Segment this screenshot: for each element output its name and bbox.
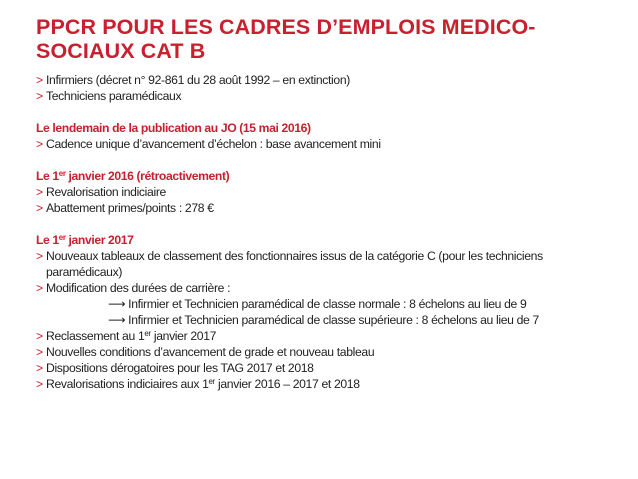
bullet-marker: > (36, 89, 43, 103)
list-item-text: Reclassement au 1er janvier 2017 (46, 329, 217, 343)
title-line-1: PPCR POUR LES CADRES D’EMPLOIS MEDICO- (36, 15, 536, 39)
title-line-2: SOCIAUX CAT B (36, 39, 206, 63)
list-item-text: Nouveaux tableaux de classement des fonctionnaires issus de la catégorie C (pour les techniciens (46, 249, 543, 263)
list-item (36, 328, 606, 344)
list-item (36, 360, 606, 376)
list-item-text: Dispositions dérogatoires pour les TAG 2017 et 2018 (46, 361, 314, 375)
list-item-text: Infirmiers (décret n° 92-861 du 28 août 1992 – en extinction) (46, 73, 350, 87)
sub-item-text: Infirmier et Technicien paramédical de classe supérieure : 8 échelons au lieu de 7 (125, 313, 539, 327)
sub-item (36, 312, 606, 328)
bullet-marker: > (36, 345, 43, 359)
list-item (36, 72, 606, 88)
list-item (36, 184, 606, 200)
section-heading-jan-2017: Le 1er janvier 2017 (36, 233, 134, 247)
bullet-marker: > (36, 281, 43, 295)
sub-item-text: Infirmier et Technicien paramédical de classe normale : 8 échelons au lieu de 9 (125, 297, 527, 311)
list-item-text: Modification des durées de carrière : (46, 281, 231, 295)
slide-content (36, 72, 606, 392)
bullet-marker: > (36, 185, 43, 199)
list-item (36, 280, 606, 296)
sub-item (36, 296, 606, 312)
bullet-marker: > (36, 329, 43, 343)
bullet-marker: > (36, 201, 43, 215)
list-item-text: Techniciens paramédicaux (46, 89, 182, 103)
bullet-marker: > (36, 377, 43, 391)
list-item (36, 344, 606, 360)
section-heading-may-2016: Le lendemain de la publication au JO (15 mai 2016) (36, 121, 311, 135)
list-item-text-continued: paramédicaux) (46, 265, 123, 279)
arrow-right-icon: ⟶ (108, 297, 126, 311)
bullet-marker: > (36, 249, 43, 263)
list-item (36, 136, 606, 152)
arrow-right-icon: ⟶ (108, 313, 126, 327)
list-item (36, 376, 606, 392)
bullet-marker: > (36, 73, 43, 87)
page-title (36, 15, 616, 63)
section-heading-jan-2016: Le 1er janvier 2016 (rétroactivement) (36, 169, 230, 183)
list-item-text: Revalorisation indiciaire (46, 185, 166, 199)
list-item (36, 88, 606, 104)
list-item (36, 248, 606, 280)
list-item-text: Revalorisations indiciaires aux 1er janvier 2016 – 2017 et 2018 (46, 377, 360, 391)
list-item (36, 200, 606, 216)
list-item-text: Cadence unique d’avancement d’échelon : base avancement mini (46, 137, 381, 151)
bullet-marker: > (36, 137, 43, 151)
list-item-text: Nouvelles conditions d’avancement de grade et nouveau tableau (46, 345, 375, 359)
bullet-marker: > (36, 361, 43, 375)
list-item-text: Abattement primes/points : 278 € (46, 201, 214, 215)
